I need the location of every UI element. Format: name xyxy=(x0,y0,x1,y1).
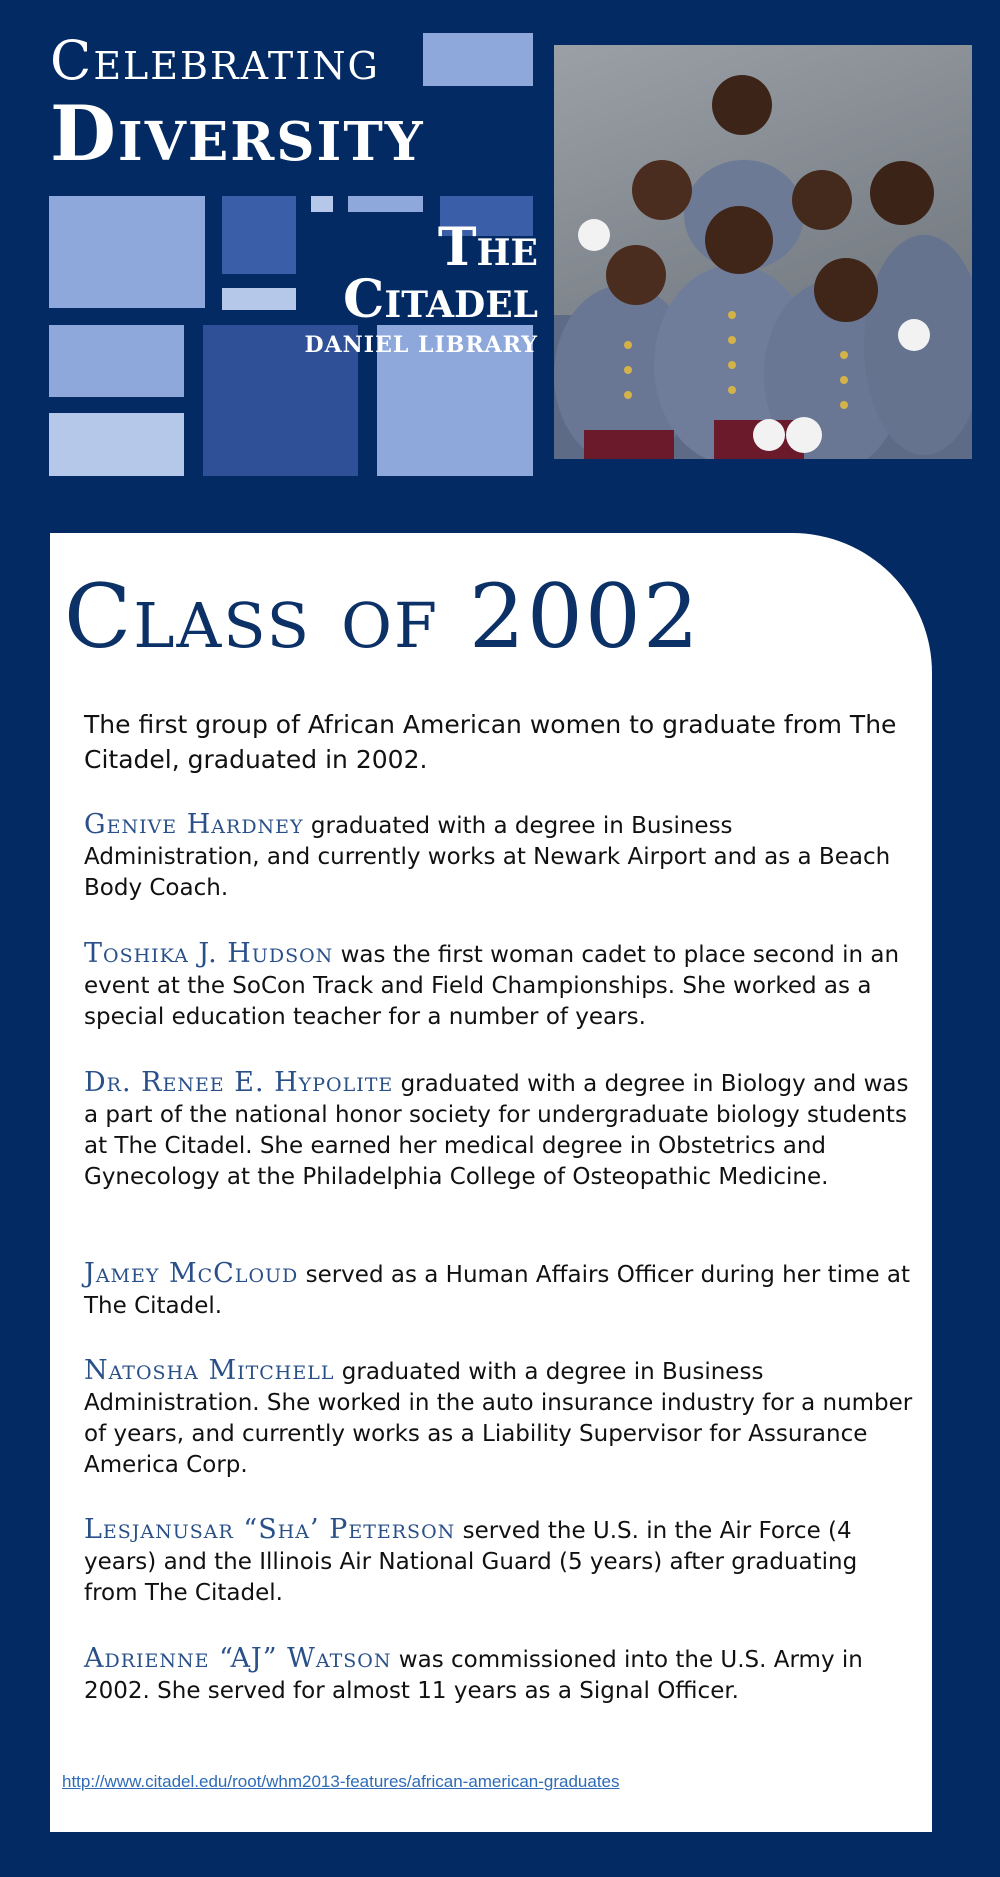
entry-hardney xyxy=(84,809,914,904)
logo-subtitle: DANIEL LIBRARY xyxy=(304,332,538,358)
source-link[interactable]: http://www.citadel.edu/root/whm2013-features/african-american-graduates xyxy=(62,1772,620,1791)
logo-wordmark: The Citadel xyxy=(343,217,538,330)
tile-left-2 xyxy=(49,325,184,397)
group-photo xyxy=(554,45,972,459)
tile-small-1 xyxy=(311,196,333,212)
graduate-bio: was the first woman cadet to place second in an event at the SoCon Track and Field Championships. She worked as a special education teacher for a number of years. xyxy=(84,942,900,1030)
graduate-bio: graduated with a degree in Business Administration. She worked in the auto insurance industry for a number of years, and currently works as a Liability Supervisor for Assurance America Corp. xyxy=(84,1359,913,1478)
entry-mccloud xyxy=(84,1258,914,1322)
entry-peterson xyxy=(84,1514,914,1609)
graduate-bio: graduated with a degree in Biology and was a part of the national honor society for undergraduate biology students at The Citadel. She earned her medical degree in Obstetrics and Gynecology at the Philadelphia College of Osteopathic Medicine. xyxy=(84,1071,909,1190)
tile-large-left xyxy=(49,196,205,308)
graduate-name: Toshika J. Hudson xyxy=(84,938,334,969)
tile-bar xyxy=(222,288,296,310)
graduate-bio: graduated with a degree in Business Administration, and currently works at Newark Airport and as a Beach Body Coach. xyxy=(84,813,891,901)
group-photo-illustration xyxy=(554,45,972,459)
graduate-name: Jamey McCloud xyxy=(84,1258,299,1289)
graduate-bio: was commissioned into the U.S. Army in 2002. She served for almost 11 years as a Signal Officer. xyxy=(84,1647,863,1704)
graduate-name: Lesjanusar “Sha’ Peterson xyxy=(84,1514,456,1545)
graduate-name: Adrienne “AJ” Watson xyxy=(84,1643,392,1674)
entry-mitchell xyxy=(84,1355,914,1481)
graduate-name: Dr. Renee E. Hypolite xyxy=(84,1067,394,1098)
tile-left-3 xyxy=(49,413,184,476)
title-celebrating: Celebrating xyxy=(50,29,380,92)
tile-mid-1 xyxy=(222,196,296,274)
class-card xyxy=(50,533,932,1832)
graduate-bio: served as a Human Affairs Officer during her time at The Citadel. xyxy=(84,1262,911,1319)
tile-small-2 xyxy=(348,196,423,212)
header-banner xyxy=(0,0,1000,520)
tile-top-right xyxy=(423,33,533,86)
intro-paragraph: The first group of African American women to graduate from The Citadel, graduated in 2002. xyxy=(84,710,897,774)
entry-hudson xyxy=(84,938,914,1033)
entry-hypolite xyxy=(84,1067,914,1193)
graduate-bio: served the U.S. in the Air Force (4 years) and the Illinois Air National Guard (5 years) after graduating from The Citadel. xyxy=(84,1518,858,1606)
entry-watson xyxy=(84,1643,914,1707)
class-heading: Class of 2002 xyxy=(64,565,701,668)
graduate-name: Natosha Mitchell xyxy=(84,1355,335,1386)
citadel-logo xyxy=(300,217,538,358)
title-diversity: Diversity xyxy=(50,89,425,178)
graduate-name: Genive Hardney xyxy=(84,809,304,840)
